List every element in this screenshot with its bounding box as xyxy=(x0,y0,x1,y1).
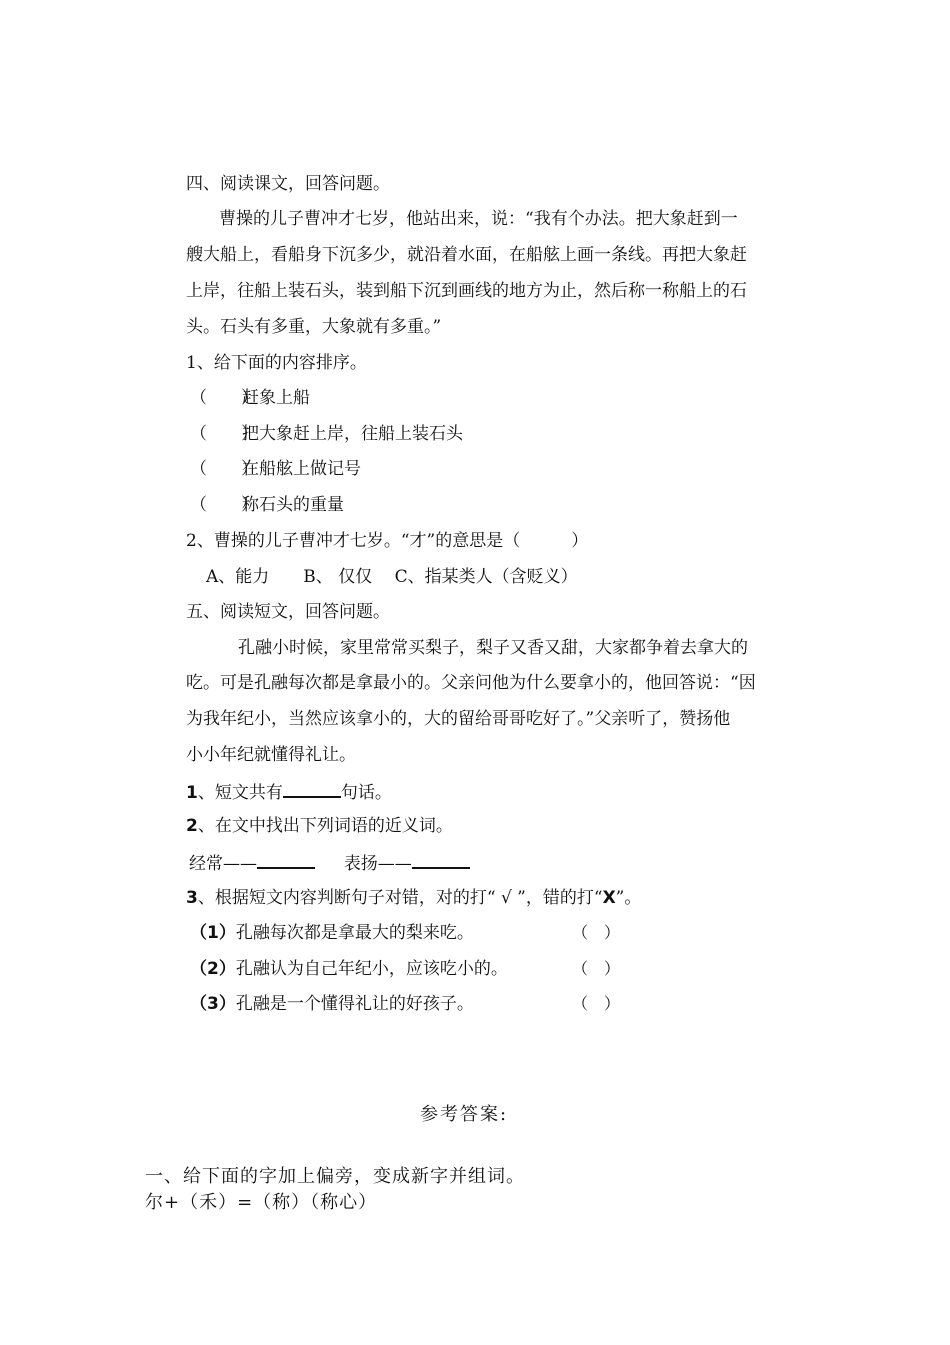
synonym-2-label: 表扬—— xyxy=(343,854,412,874)
order-item-text: 称石头的重量 xyxy=(242,495,344,515)
judgment-text: 孔融是一个懂得礼让的好孩子。 xyxy=(235,994,474,1014)
synonym-2-blank[interactable] xyxy=(412,851,470,869)
passage2-line-3: 为我年纪小，当然应该拿小的，大的留给哥哥吃好了。”父亲听了，赞扬他 xyxy=(186,709,731,729)
order-item: （ ）赶象上船 xyxy=(190,388,310,408)
passage2-line-4: 小小年纪就懂得礼让。 xyxy=(186,745,356,765)
passage1-line-2: 艘大船上，看船身下沉多少，就沿着水面，在船舷上画一条线。再把大象赶 xyxy=(186,245,747,265)
s5-q3-text: 、根据短文内容判断句子对错，对的打“ √ ”，错的打“ xyxy=(197,888,603,908)
order-item: （ ）称石头的重量 xyxy=(190,495,344,515)
s5-q3-number: 3 xyxy=(186,888,198,908)
section5-title: 五、阅读短文，回答问题。 xyxy=(186,602,390,622)
s5-q2-text: 、在文中找出下列词语的近义词。 xyxy=(197,816,453,836)
s5-question-2 xyxy=(186,815,453,837)
order-item-text: 在船舷上做记号 xyxy=(242,459,361,479)
judgment-mark[interactable]: （ ） xyxy=(572,923,621,942)
order-item: （ ）把大象赶上岸，往船上装石头 xyxy=(190,424,463,444)
s5-q2-number: 2 xyxy=(186,816,198,836)
passage2-line-1: 孔融小时候，家里常常买梨子，梨子又香又甜，大家都争着去拿大的 xyxy=(238,638,748,658)
judgment-number: （2） xyxy=(190,959,236,979)
synonym-row xyxy=(189,851,470,875)
s5-q1-suffix: 句话。 xyxy=(340,783,392,803)
judgment-number: （3） xyxy=(190,994,236,1014)
s5-question-1 xyxy=(186,780,392,804)
order-item: （ ）在船舷上做记号 xyxy=(190,459,361,479)
judgment-item xyxy=(190,993,474,1015)
s5-question-3 xyxy=(186,887,641,909)
judgment-mark[interactable]: （ ） xyxy=(572,959,621,978)
passage1-line-4: 头。石头有多重，大象就有多重。” xyxy=(186,317,442,337)
answers-title: 参考答案: xyxy=(420,1104,509,1125)
s5-q1-prefix: 、短文共有 xyxy=(197,783,283,803)
question-2-options: A、能力 B、 仅仅 C、指某类人（含贬义） xyxy=(206,567,578,587)
order-item-text: 把大象赶上岸，往船上装石头 xyxy=(242,424,463,444)
judgment-mark[interactable]: （ ） xyxy=(572,994,621,1013)
answers-line-1: 尔+（禾）=（称）（称心） xyxy=(145,1192,378,1213)
order-item-text: 赶象上船 xyxy=(242,388,310,408)
question-2: 2、曹操的儿子曹冲才七岁。“才”的意思是（ ） xyxy=(186,531,589,551)
passage1-line-3: 上岸，往船上装石头，装到船下沉到画线的地方为止，然后称一称船上的石 xyxy=(186,281,747,301)
passage1-line-1: 曹操的儿子曹冲才七岁，他站出来，说：“我有个办法。把大象赶到一 xyxy=(219,209,738,229)
judgment-text: 孔融每次都是拿最大的梨来吃。 xyxy=(235,923,474,943)
synonym-1-blank[interactable] xyxy=(257,851,315,869)
judgment-item xyxy=(190,958,508,980)
section4-title: 四、阅读课文，回答问题。 xyxy=(186,174,390,194)
synonym-1-label: 经常—— xyxy=(189,854,257,874)
answers-section-1: 一、给下面的字加上偏旁，变成新字并组词。 xyxy=(145,1166,525,1187)
judgment-number: （1） xyxy=(190,923,236,943)
s5-q3-end: ”。 xyxy=(615,888,642,908)
judgment-text: 孔融认为自己年纪小，应该吃小的。 xyxy=(235,959,508,979)
passage2-line-2: 吃。可是孔融每次都是拿最小的。父亲问他为什么要拿小的，他回答说：“因 xyxy=(186,673,756,693)
s5-q1-number: 1 xyxy=(186,783,198,803)
question-1: 1、给下面的内容排序。 xyxy=(186,353,367,373)
s5-q3-x: X xyxy=(602,888,616,908)
judgment-item xyxy=(190,922,474,944)
answer-blank[interactable] xyxy=(283,780,341,798)
